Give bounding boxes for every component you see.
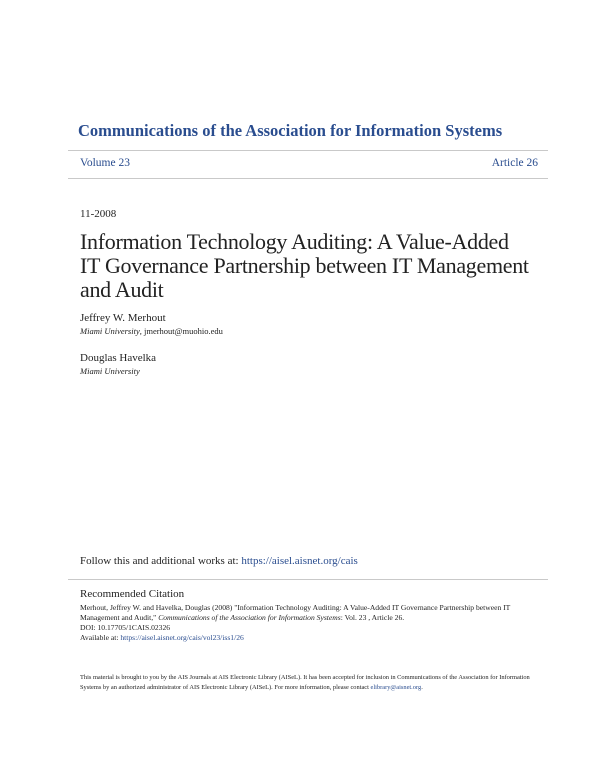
affiliation-text: Miami University (80, 326, 140, 336)
citation-block (80, 603, 535, 643)
journal-title-link[interactable]: Communications of the Association for Information Systems (78, 121, 503, 140)
available-link[interactable]: https://aisel.aisnet.org/cais/vol23/iss1/26 (120, 633, 244, 642)
citation-divider (68, 579, 548, 580)
contact-email-link[interactable]: elibrary@aisnet.org (370, 684, 422, 691)
volume-article-row (80, 157, 538, 169)
affiliation-text: Miami University (80, 366, 140, 376)
author-2 (80, 352, 156, 376)
footer-end: . (421, 684, 423, 691)
citation-journal: Communications of the Association for Information Systems (158, 613, 341, 622)
volume-link[interactable]: Volume 23 (80, 157, 130, 169)
follow-line (80, 555, 358, 567)
citation-volume: : Vol. 23 , Article 26. (340, 613, 405, 622)
available-label: Available at: (80, 633, 121, 642)
author-email: , jmerhout@muohio.edu (139, 326, 223, 336)
author-affiliation (80, 366, 156, 376)
top-divider (68, 150, 548, 151)
footer-text: This material is brought to you by the AIS Journals at AIS Electronic Library (AISeL). It has been accepted for inclusion in Communications of the Association for Information Systems by an authorized administrator of AIS Electronic Library (AISeL). For more information, please contact (80, 674, 530, 691)
author-affiliation (80, 326, 223, 336)
author-name[interactable]: Jeffrey W. Merhout (80, 312, 166, 324)
publication-date: 11-2008 (80, 208, 117, 220)
follow-text: Follow this and additional works at: (80, 555, 242, 567)
recommended-citation-heading: Recommended Citation (80, 588, 185, 600)
follow-link[interactable]: https://aisel.aisnet.org/cais (241, 555, 358, 567)
bottom-divider (68, 178, 548, 179)
author-name[interactable]: Douglas Havelka (80, 352, 157, 364)
citation-text: Merhout, Jeffrey W. and Havelka, Douglas (2008) "Information Technology Auditing: A Value-Added IT Governance Partnership between IT Management and Audit," (80, 603, 511, 622)
article-link[interactable]: Article 26 (491, 157, 538, 169)
footer-notice (80, 673, 540, 693)
author-1 (80, 312, 223, 336)
article-title: Information Technology Auditing: A Value-Added IT Governance Partnership between IT Management and Audit (80, 229, 529, 302)
citation-doi: DOI: 10.17705/1CAIS.02326 (80, 623, 171, 632)
